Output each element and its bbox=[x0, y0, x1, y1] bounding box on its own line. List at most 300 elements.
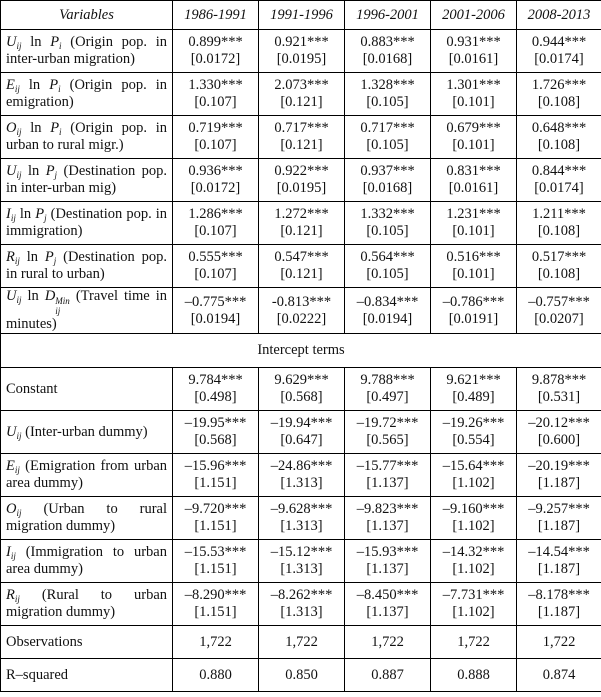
variable-symbol: U bbox=[6, 163, 17, 179]
coefficient: 1.328*** bbox=[360, 77, 415, 93]
standard-error: [1.137] bbox=[366, 518, 409, 534]
variable-symbol: R bbox=[6, 587, 15, 603]
estimate-cell bbox=[345, 368, 431, 411]
estimate-cell bbox=[431, 497, 517, 540]
standard-error: [0.0195] bbox=[276, 51, 327, 67]
standard-error: [1.151] bbox=[194, 518, 237, 534]
coefficient: –9.257*** bbox=[528, 501, 590, 517]
log-operator: ln bbox=[27, 163, 40, 179]
estimate-cell bbox=[517, 454, 601, 497]
standard-error: [0.647] bbox=[280, 432, 323, 448]
estimate-cell bbox=[517, 159, 601, 202]
standard-error: [0.568] bbox=[280, 389, 323, 405]
estimate-cell bbox=[173, 288, 259, 334]
stats-value: 0.880 bbox=[173, 659, 259, 692]
estimate-cell bbox=[173, 30, 259, 73]
log-operator: ln bbox=[27, 288, 39, 304]
standard-error: [0.489] bbox=[452, 389, 495, 405]
standard-error: [1.137] bbox=[366, 475, 409, 491]
coefficient: –0.757*** bbox=[528, 293, 590, 310]
table-row bbox=[1, 368, 601, 411]
estimate-cell bbox=[345, 159, 431, 202]
coefficient: –20.12*** bbox=[528, 415, 590, 431]
standard-error: [1.313] bbox=[280, 561, 323, 577]
estimate-cell bbox=[431, 202, 517, 245]
coefficient: –15.96*** bbox=[184, 458, 247, 474]
header-period: 2008-2013 bbox=[517, 1, 601, 30]
coefficient: 0.648*** bbox=[531, 120, 587, 136]
estimate-cell bbox=[259, 411, 345, 454]
coefficient: 1.332*** bbox=[360, 206, 415, 222]
coefficient: 1.330*** bbox=[188, 77, 243, 93]
standard-error: [0.0207] bbox=[534, 310, 584, 327]
standard-error: [1.137] bbox=[366, 604, 409, 620]
variable-subscript: ij bbox=[16, 170, 22, 180]
variable-label bbox=[1, 454, 173, 497]
coefficient: 0.717*** bbox=[274, 120, 329, 136]
coefficient: –14.54*** bbox=[528, 544, 590, 560]
variable-label bbox=[1, 116, 173, 159]
coefficient: –0.786*** bbox=[442, 293, 505, 310]
variable-subscript: ij bbox=[16, 430, 22, 441]
stats-value: 1,722 bbox=[259, 626, 345, 659]
variable-description: (Destination pop. in immigration) bbox=[6, 206, 167, 239]
coefficient: –8.178*** bbox=[528, 587, 590, 603]
estimate-cell bbox=[259, 368, 345, 411]
standard-error: [0.498] bbox=[194, 389, 237, 405]
coefficient: –19.26*** bbox=[442, 415, 505, 431]
stats-row bbox=[1, 626, 601, 659]
standard-error: [1.313] bbox=[280, 475, 323, 491]
standard-error: [1.187] bbox=[537, 604, 581, 620]
standard-error: [0.0161] bbox=[448, 51, 499, 67]
estimate-cell bbox=[173, 116, 259, 159]
estimate-cell bbox=[517, 202, 601, 245]
log-argument: P bbox=[49, 77, 59, 93]
table-row bbox=[1, 245, 601, 288]
standard-error: [0.107] bbox=[194, 94, 237, 110]
variable-symbol: E bbox=[6, 77, 15, 93]
estimate-cell bbox=[517, 245, 601, 288]
variable-subscript: ij bbox=[14, 465, 20, 475]
stats-value: 1,722 bbox=[173, 626, 259, 659]
variable-label bbox=[1, 73, 173, 116]
log-operator: ln bbox=[26, 249, 39, 265]
standard-error: [1.313] bbox=[280, 604, 323, 620]
table-row bbox=[1, 30, 601, 73]
coefficient: –19.94*** bbox=[270, 415, 333, 431]
coefficient: –9.160*** bbox=[442, 501, 505, 517]
estimate-cell bbox=[259, 159, 345, 202]
coefficient: –24.86*** bbox=[270, 458, 333, 474]
standard-error: [1.187] bbox=[537, 475, 581, 491]
log-argument-subscript: j bbox=[54, 170, 58, 180]
estimate-cell bbox=[431, 159, 517, 202]
log-argument: D bbox=[44, 288, 56, 304]
estimate-cell bbox=[517, 540, 601, 583]
coefficient: 9.784*** bbox=[188, 372, 243, 388]
standard-error: [1.187] bbox=[537, 518, 581, 534]
coefficient: 1.726*** bbox=[531, 77, 587, 93]
standard-error: [0.105] bbox=[366, 137, 409, 153]
estimate-cell bbox=[517, 30, 601, 73]
standard-error: [0.0168] bbox=[362, 180, 413, 196]
estimate-cell bbox=[173, 368, 259, 411]
standard-error: [1.151] bbox=[194, 604, 237, 620]
estimate-cell bbox=[345, 454, 431, 497]
estimate-cell bbox=[173, 497, 259, 540]
coefficient: –19.72*** bbox=[356, 415, 419, 431]
header-row bbox=[1, 1, 601, 30]
log-argument: P bbox=[50, 120, 60, 136]
variable-symbol: U bbox=[6, 34, 17, 50]
estimate-cell bbox=[517, 583, 601, 626]
log-argument-subscript: j bbox=[44, 213, 47, 223]
coefficient: –8.450*** bbox=[356, 587, 419, 603]
coefficient: 1.211*** bbox=[532, 206, 586, 222]
estimate-cell bbox=[345, 116, 431, 159]
variable-symbol: I bbox=[6, 206, 11, 222]
coefficient: 0.564*** bbox=[360, 249, 415, 265]
estimate-cell bbox=[259, 245, 345, 288]
coefficient: 0.831*** bbox=[446, 163, 501, 179]
estimate-cell bbox=[517, 116, 601, 159]
coefficient: –19.95*** bbox=[184, 415, 247, 431]
coefficient: 0.936*** bbox=[188, 163, 243, 179]
estimate-cell bbox=[517, 411, 601, 454]
standard-error: [0.0191] bbox=[448, 310, 499, 327]
estimate-cell bbox=[345, 202, 431, 245]
variable-subscript: ij bbox=[16, 127, 22, 137]
variable-subscript: ij bbox=[16, 295, 22, 305]
table-row bbox=[1, 73, 601, 116]
coefficient: –9.720*** bbox=[184, 501, 247, 517]
standard-error: [0.121] bbox=[280, 223, 323, 239]
coefficient: 0.719*** bbox=[188, 120, 243, 136]
table-row bbox=[1, 583, 601, 626]
variable-description: (Travel time in minutes) bbox=[6, 288, 168, 332]
standard-error: [0.121] bbox=[280, 137, 323, 153]
variable-label bbox=[1, 368, 173, 411]
log-argument: P bbox=[44, 249, 54, 265]
standard-error: [0.105] bbox=[366, 266, 409, 282]
log-operator: ln bbox=[30, 34, 42, 50]
coefficient: –9.628*** bbox=[270, 501, 333, 517]
variable-label bbox=[1, 583, 173, 626]
coefficient: 0.922*** bbox=[274, 163, 329, 179]
table-row bbox=[1, 116, 601, 159]
variable-label bbox=[1, 411, 173, 454]
estimate-cell bbox=[259, 454, 345, 497]
log-argument-subscript: j bbox=[53, 256, 57, 266]
standard-error: [0.0174] bbox=[534, 51, 584, 67]
standard-error: [0.105] bbox=[366, 223, 409, 239]
standard-error: [0.108] bbox=[537, 266, 581, 282]
coefficient: –9.823*** bbox=[356, 501, 419, 517]
coefficient: 9.621*** bbox=[446, 372, 501, 388]
coefficient: –15.77*** bbox=[356, 458, 419, 474]
standard-error: [1.313] bbox=[280, 518, 323, 534]
standard-error: [1.102] bbox=[452, 475, 495, 491]
variable-description: (Origin pop. in urban to rural migr.) bbox=[6, 120, 168, 153]
stats-label: Observations bbox=[1, 626, 173, 659]
coefficient: 0.931*** bbox=[446, 34, 501, 50]
estimate-cell bbox=[431, 368, 517, 411]
variable-description: (Immigration to urban area dummy) bbox=[6, 544, 167, 577]
coefficient: –20.19*** bbox=[528, 458, 590, 474]
variable-subscript: ij bbox=[10, 213, 16, 223]
variable-symbol: U bbox=[6, 423, 17, 440]
standard-error: [1.102] bbox=[452, 604, 495, 620]
variable-subscript: ij bbox=[14, 256, 20, 266]
coefficient: –14.32*** bbox=[442, 544, 505, 560]
log-operator: ln bbox=[30, 120, 42, 136]
standard-error: [0.107] bbox=[194, 266, 237, 282]
standard-error: [0.121] bbox=[280, 94, 323, 110]
standard-error: [0.0194] bbox=[362, 310, 413, 327]
estimate-cell bbox=[345, 73, 431, 116]
standard-error: [0.0172] bbox=[190, 180, 241, 196]
standard-error: [0.0195] bbox=[276, 180, 327, 196]
stats-value: 0.874 bbox=[517, 659, 601, 692]
standard-error: [1.151] bbox=[194, 561, 237, 577]
variable-label bbox=[1, 245, 173, 288]
estimate-cell bbox=[345, 30, 431, 73]
standard-error: [0.0161] bbox=[448, 180, 499, 196]
standard-error: [0.108] bbox=[537, 223, 581, 239]
standard-error: [0.568] bbox=[194, 432, 237, 448]
standard-error: [0.497] bbox=[366, 389, 409, 405]
log-argument-subscript: ij bbox=[55, 306, 61, 316]
estimate-cell bbox=[173, 159, 259, 202]
standard-error: [0.101] bbox=[452, 137, 495, 153]
coefficient: 2.073*** bbox=[274, 77, 329, 93]
variable-description: (Origin pop. in emigration) bbox=[6, 77, 168, 110]
estimate-cell bbox=[259, 497, 345, 540]
stats-value: 1,722 bbox=[345, 626, 431, 659]
table-row bbox=[1, 454, 601, 497]
standard-error: [0.105] bbox=[366, 94, 409, 110]
variable-description: Constant bbox=[6, 380, 58, 397]
coefficient: –15.64*** bbox=[442, 458, 505, 474]
variable-label bbox=[1, 288, 173, 334]
coefficient: 1.286*** bbox=[188, 206, 243, 222]
variable-label bbox=[1, 30, 173, 73]
estimate-cell bbox=[173, 411, 259, 454]
standard-error: [1.102] bbox=[452, 561, 495, 577]
standard-error: [0.0194] bbox=[190, 310, 241, 327]
estimate-cell bbox=[431, 288, 517, 334]
estimate-cell bbox=[431, 245, 517, 288]
variable-symbol: I bbox=[6, 544, 11, 560]
estimate-cell bbox=[345, 245, 431, 288]
table-row bbox=[1, 497, 601, 540]
stats-value: 0.888 bbox=[431, 659, 517, 692]
coefficient: 0.937*** bbox=[360, 163, 415, 179]
variable-symbol: U bbox=[6, 288, 17, 304]
variable-description: (Destination pop. in inter-urban mig) bbox=[6, 163, 168, 196]
coefficient: 9.788*** bbox=[360, 372, 415, 388]
log-argument: P bbox=[50, 34, 60, 50]
coefficient: 9.629*** bbox=[274, 372, 329, 388]
standard-error: [0.0174] bbox=[534, 180, 584, 196]
stats-value: 1,722 bbox=[431, 626, 517, 659]
estimate-cell bbox=[259, 583, 345, 626]
estimate-cell bbox=[345, 497, 431, 540]
estimate-cell bbox=[173, 454, 259, 497]
log-argument-subscript: i bbox=[59, 41, 62, 51]
log-argument: P bbox=[45, 163, 55, 179]
variable-subscript: ij bbox=[10, 551, 16, 561]
section-row bbox=[1, 334, 601, 368]
estimate-cell bbox=[517, 368, 601, 411]
standard-error: [0.108] bbox=[537, 94, 581, 110]
estimate-cell bbox=[173, 202, 259, 245]
standard-error: [0.121] bbox=[280, 266, 323, 282]
estimate-cell bbox=[517, 497, 601, 540]
coefficient: –8.262*** bbox=[270, 587, 333, 603]
table-row bbox=[1, 202, 601, 245]
standard-error: [0.108] bbox=[537, 137, 581, 153]
coefficient: 0.899*** bbox=[188, 34, 243, 50]
coefficient: 0.517*** bbox=[531, 249, 587, 265]
stats-value: 0.850 bbox=[259, 659, 345, 692]
variable-label bbox=[1, 540, 173, 583]
estimate-cell bbox=[259, 202, 345, 245]
header-period: 1991-1996 bbox=[259, 1, 345, 30]
variable-description: (Origin pop. in inter-urban migration) bbox=[6, 34, 168, 67]
stats-label: R–squared bbox=[1, 659, 173, 692]
coefficient: –0.834*** bbox=[356, 293, 419, 310]
coefficient: 0.717*** bbox=[360, 120, 415, 136]
coefficient: 0.844*** bbox=[531, 163, 587, 179]
coefficient: 0.547*** bbox=[274, 249, 329, 265]
variable-description: (Emigration from urban area dummy) bbox=[6, 458, 168, 491]
standard-error: [0.531] bbox=[537, 389, 581, 405]
variable-label bbox=[1, 497, 173, 540]
estimate-cell bbox=[431, 73, 517, 116]
variable-subscript: ij bbox=[14, 594, 20, 604]
variable-symbol: R bbox=[6, 249, 15, 265]
stats-value: 1,722 bbox=[517, 626, 601, 659]
header-period: 1986-1991 bbox=[173, 1, 259, 30]
standard-error: [0.565] bbox=[366, 432, 409, 448]
standard-error: [0.101] bbox=[452, 223, 495, 239]
sup-sub-group bbox=[55, 296, 70, 316]
variable-label bbox=[1, 159, 173, 202]
estimate-cell bbox=[259, 30, 345, 73]
estimate-cell bbox=[259, 73, 345, 116]
variable-subscript: ij bbox=[16, 508, 22, 518]
estimate-cell bbox=[431, 454, 517, 497]
estimate-cell bbox=[173, 583, 259, 626]
coefficient: 0.944*** bbox=[531, 34, 587, 50]
estimate-cell bbox=[517, 73, 601, 116]
coefficient: 0.679*** bbox=[446, 120, 501, 136]
coefficient: 0.516*** bbox=[446, 249, 501, 265]
header-variables: Variables bbox=[1, 1, 173, 30]
section-label: Intercept terms bbox=[1, 334, 601, 368]
header-period: 1996-2001 bbox=[345, 1, 431, 30]
variable-description: (Rural to urban migration dummy) bbox=[6, 587, 168, 620]
stats-row bbox=[1, 659, 601, 692]
variable-description: (Urban to rural migration dummy) bbox=[6, 501, 168, 534]
coefficient: 0.555*** bbox=[188, 249, 243, 265]
estimate-cell bbox=[345, 411, 431, 454]
estimate-cell bbox=[431, 411, 517, 454]
coefficient: 1.301*** bbox=[446, 77, 501, 93]
coefficient: 1.272*** bbox=[274, 206, 329, 222]
log-operator: ln bbox=[28, 77, 41, 93]
log-operator: ln bbox=[19, 206, 32, 222]
standard-error: [0.600] bbox=[537, 432, 581, 448]
estimate-cell bbox=[345, 540, 431, 583]
variable-label bbox=[1, 202, 173, 245]
estimate-cell bbox=[431, 116, 517, 159]
coefficient: –15.53*** bbox=[184, 544, 247, 560]
table-row bbox=[1, 288, 601, 334]
coefficient: –0.775*** bbox=[184, 293, 247, 310]
log-argument: P bbox=[35, 206, 45, 222]
variable-subscript: ij bbox=[14, 84, 20, 94]
coefficient: –8.290*** bbox=[184, 587, 247, 603]
log-argument-subscript: i bbox=[58, 84, 61, 94]
coefficient: -0.813*** bbox=[271, 293, 332, 310]
standard-error: [0.0168] bbox=[362, 51, 413, 67]
estimate-cell bbox=[431, 540, 517, 583]
variable-description: (Inter-urban dummy) bbox=[25, 423, 148, 440]
estimate-cell bbox=[173, 245, 259, 288]
standard-error: [0.107] bbox=[194, 223, 237, 239]
variable-description: (Destination pop. in rural to urban) bbox=[6, 249, 168, 282]
table-row bbox=[1, 411, 601, 454]
coefficient: –15.93*** bbox=[356, 544, 419, 560]
table-row bbox=[1, 159, 601, 202]
variable-symbol: E bbox=[6, 458, 15, 474]
table-body bbox=[1, 30, 601, 692]
estimate-cell bbox=[517, 288, 601, 334]
standard-error: [0.0222] bbox=[276, 310, 327, 327]
estimate-cell bbox=[173, 540, 259, 583]
variable-subscript: ij bbox=[16, 41, 22, 51]
estimate-cell bbox=[345, 583, 431, 626]
estimate-cell bbox=[259, 288, 345, 334]
standard-error: [0.101] bbox=[452, 94, 495, 110]
estimate-cell bbox=[259, 116, 345, 159]
variable-symbol: O bbox=[6, 120, 17, 136]
coefficient: 0.883*** bbox=[360, 34, 415, 50]
variable-symbol: O bbox=[6, 501, 17, 517]
coefficient: –15.12*** bbox=[270, 544, 333, 560]
estimate-cell bbox=[173, 73, 259, 116]
standard-error: [1.137] bbox=[366, 561, 409, 577]
stats-value: 0.887 bbox=[345, 659, 431, 692]
standard-error: [1.187] bbox=[537, 561, 581, 577]
coefficient: –7.731*** bbox=[442, 587, 505, 603]
estimate-cell bbox=[345, 288, 431, 334]
estimate-cell bbox=[431, 583, 517, 626]
estimate-cell bbox=[259, 540, 345, 583]
standard-error: [0.101] bbox=[452, 266, 495, 282]
header-period: 2001-2006 bbox=[431, 1, 517, 30]
coefficient: 1.231*** bbox=[446, 206, 501, 222]
standard-error: [0.0172] bbox=[190, 51, 241, 67]
standard-error: [1.102] bbox=[452, 518, 495, 534]
log-argument-superscript: Min bbox=[55, 296, 70, 306]
estimate-cell bbox=[431, 30, 517, 73]
standard-error: [0.107] bbox=[194, 137, 237, 153]
coefficient: 9.878*** bbox=[531, 372, 587, 388]
